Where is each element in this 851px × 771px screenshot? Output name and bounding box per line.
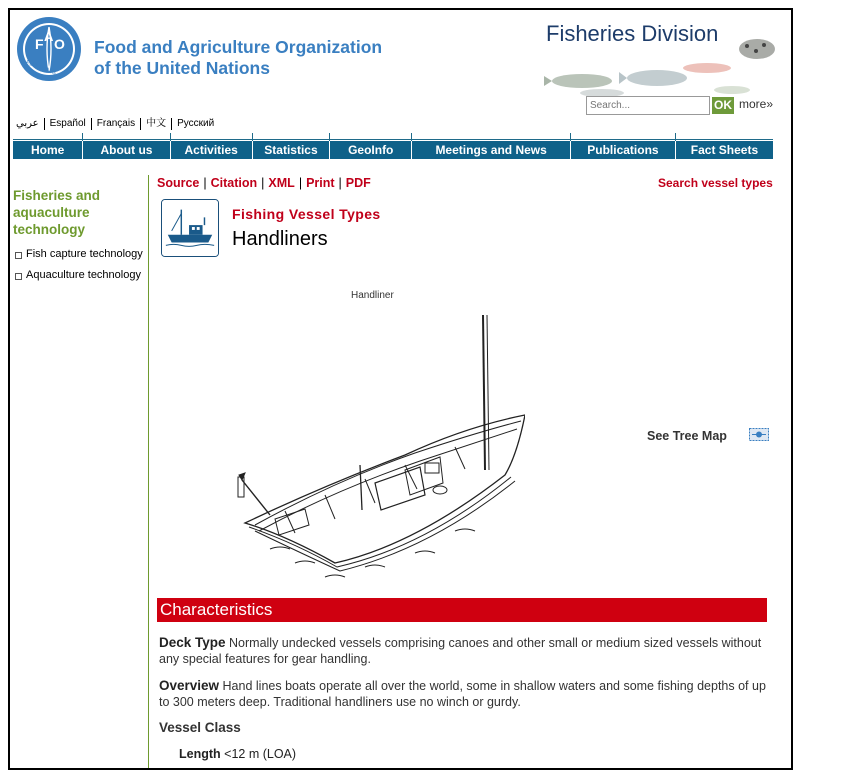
citation-link[interactable]: Citation [210, 176, 258, 190]
deck-type-label: Deck Type [159, 635, 226, 650]
lang-arabic[interactable]: عربي [16, 118, 45, 130]
sidebar-title[interactable] [13, 187, 100, 238]
overview-label: Overview [159, 678, 220, 693]
nav-geoinfo[interactable]: GeoInfo [329, 141, 411, 159]
sidebar-title-line3: technology [13, 222, 86, 237]
sidebar-title-line2: aquaculture [13, 205, 90, 220]
division-title[interactable]: Fisheries Division [546, 21, 719, 46]
organization-name[interactable] [94, 37, 382, 79]
lang-spanish[interactable]: Español [45, 118, 92, 130]
sidebar-item-label: Aquaculture technology [26, 269, 141, 281]
nav-statistics[interactable]: Statistics [252, 141, 329, 159]
svg-text:O: O [54, 36, 65, 52]
search-input[interactable] [586, 96, 710, 115]
document-toolbar [157, 176, 371, 190]
lang-french[interactable]: Français [92, 118, 141, 130]
fao-logo[interactable] [15, 15, 83, 83]
nav-publications[interactable]: Publications [570, 141, 675, 159]
vessel-class-label: Vessel Class [159, 720, 241, 735]
bullet-square-icon [15, 273, 22, 280]
svg-text:FIAT PANIS: FIAT PANIS [24, 60, 57, 77]
tree-map-icon[interactable] [749, 428, 769, 441]
page-title: Handliners [232, 228, 328, 250]
overview-text: Hand lines boats operate all over the world, some in shallow waters and some fishing depths of up to 300 meters deep. Traditional handliners use no winch or gurdy. [159, 679, 766, 709]
see-tree-map-link[interactable]: See Tree Map [647, 429, 727, 443]
separator: | [298, 176, 303, 190]
sidebar-title-line1: Fisheries and [13, 188, 101, 203]
svg-text:A: A [44, 29, 54, 44]
pdf-link[interactable]: PDF [345, 176, 371, 190]
nav-about-us[interactable]: About us [82, 141, 169, 159]
page-frame [8, 8, 793, 770]
nav-activities[interactable]: Activities [170, 141, 252, 159]
org-name-line1: Food and Agriculture Organization [94, 37, 383, 57]
nav-meetings-and-news[interactable]: Meetings and News [411, 141, 570, 159]
bullet-square-icon [15, 252, 22, 259]
separator: | [203, 176, 207, 190]
nav-top-rule [13, 139, 773, 140]
svg-text:F: F [35, 36, 44, 52]
deck-type-paragraph [159, 635, 771, 667]
sidebar-item-aquaculture[interactable] [15, 269, 141, 281]
overview-paragraph [159, 678, 771, 710]
vessel-type-category: Fishing Vessel Types [232, 206, 381, 222]
language-bar [16, 118, 219, 130]
drawing-caption: Handliner [351, 290, 394, 301]
sidebar-divider [148, 175, 149, 770]
print-link[interactable]: Print [306, 176, 335, 190]
source-link[interactable]: Source [157, 176, 200, 190]
characteristics-heading: Characteristics [157, 598, 767, 622]
sidebar-item-label: Fish capture technology [26, 248, 143, 260]
length-label: Length [179, 747, 221, 761]
main-nav [13, 141, 773, 159]
search-vessel-types-link[interactable]: Search vessel types [658, 176, 773, 190]
length-row [179, 747, 296, 761]
nav-fact-sheets[interactable]: Fact Sheets [675, 141, 773, 159]
more-link[interactable]: more» [739, 97, 774, 111]
lang-russian[interactable]: Русский [177, 118, 215, 129]
xml-link[interactable]: XML [268, 176, 295, 190]
nav-home[interactable]: Home [31, 143, 65, 157]
separator: | [261, 176, 265, 190]
deck-type-text: Normally undecked vessels comprising canoes and other small or medium sized vessels without any special features for gear handling. [159, 636, 762, 666]
handliner-boat-drawing [225, 305, 525, 585]
org-name-line2: of the United Nations [94, 58, 270, 78]
length-value: <12 m (LOA) [224, 747, 297, 761]
sidebar-item-fish-capture[interactable] [15, 248, 143, 260]
search-ok-button[interactable]: OK [714, 98, 732, 112]
fishing-vessel-icon[interactable] [161, 199, 219, 257]
separator: | [338, 176, 342, 190]
lang-chinese[interactable]: 中文 [141, 118, 172, 130]
